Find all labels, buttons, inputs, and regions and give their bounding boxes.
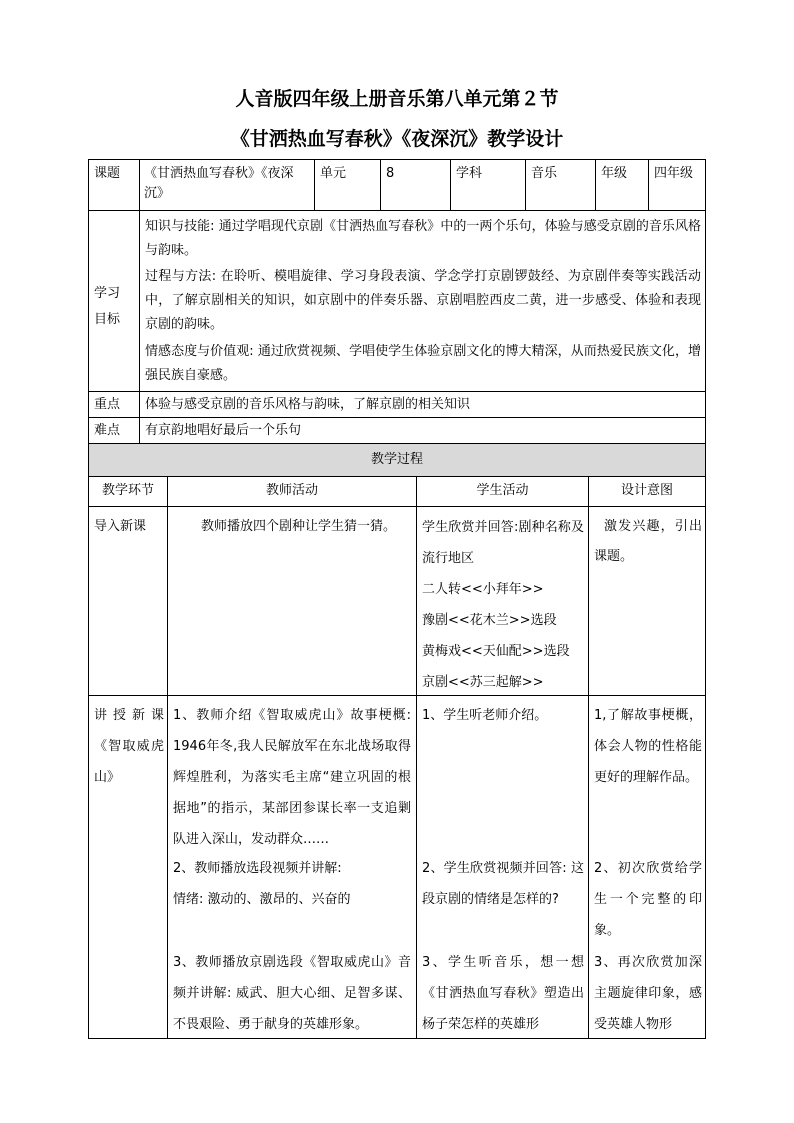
unit-value: 8	[386, 166, 395, 181]
label-topic: 课题	[94, 166, 121, 181]
difficulty-text: 有京韵地唱好最后一个乐句	[145, 423, 302, 438]
teacher-step-3: 3、教师播放京剧选段《智取威虎山》音频并讲解: 威武、胆大心细、足智多谋、不畏艰险、勇于献身的英雄形象。	[173, 955, 411, 1032]
document-title-line1: 人音版四年级上册音乐第八单元第２节	[235, 88, 559, 110]
row-divider	[88, 417, 706, 418]
student-line: 京剧<<苏三起解>>	[422, 675, 544, 690]
intent-text: 激发兴趣，引出课题。	[594, 519, 702, 564]
row-divider	[88, 476, 706, 477]
row-divider	[88, 391, 706, 392]
student-step-1: 1、学生听老师介绍。	[422, 708, 548, 723]
col-header-teacher: 教师活动	[265, 483, 318, 498]
grade-value: 四年级	[654, 166, 694, 181]
document-title-line2: 《甘洒热血写春秋》《夜深沉》教学设计	[230, 128, 564, 150]
col-divider	[595, 159, 596, 211]
stage-intro: 导入新课	[94, 519, 147, 534]
student-step-2: 2、学生欣赏视频并回答: 这段京剧的情绪是怎样的?	[422, 861, 584, 907]
student-line: 豫剧<<花木兰>>选段	[422, 613, 557, 628]
col-divider	[167, 476, 168, 1039]
col-divider	[139, 159, 140, 444]
student-line: 学生欣赏并回答:剧种名称及流行地区	[422, 520, 584, 566]
col-divider	[525, 159, 526, 211]
row-divider	[88, 506, 706, 507]
label-subject: 学科	[456, 166, 483, 181]
topic-value: 《甘洒热血写春秋》《夜深沉》	[144, 166, 294, 201]
student-line: 二人转<<小拜年>>	[422, 582, 544, 597]
col-divider	[380, 159, 381, 211]
goal-knowledge: 知识与技能: 通过学唱现代京剧《甘洒热血写春秋》中的一两个乐句，体验与感受京剧的音乐风格与韵味。	[145, 219, 701, 258]
teacher-step-1: 1、教师介绍《智取威虎山》故事梗概: 1946年冬,我人民解放军在东北战场取得辉煌胜利，为落实毛主席“建立巩固的根据地”的指示，某部团参谋长率一支追剿队进入深山，发动群众……	[173, 708, 411, 847]
teacher-activity: 教师播放四个剧种让学生猜一猜。	[201, 519, 397, 534]
label-goals: 学习目标	[94, 286, 121, 327]
col-divider	[450, 159, 451, 211]
col-divider	[314, 159, 315, 211]
row-divider	[88, 695, 706, 696]
subject-value: 音乐	[531, 166, 558, 181]
stage-new-lesson: 讲授新课《智取威虎山》	[94, 708, 164, 785]
student-line: 黄梅戏<<天仙配>>选段	[422, 644, 570, 659]
col-header-intent: 设计意图	[620, 483, 673, 498]
col-header-stage: 教学环节	[101, 483, 154, 498]
label-difficulty: 难点	[94, 423, 121, 438]
col-header-student: 学生活动	[476, 483, 529, 498]
col-divider	[648, 159, 649, 211]
table-border-left	[88, 159, 89, 1039]
teacher-step-2: 2、教师播放选段视频并讲解:	[173, 861, 342, 876]
intent-step-3: 3、再次欣赏加深主题旋律印象，感受英雄人物形	[594, 955, 702, 1032]
label-unit: 单元	[320, 166, 347, 181]
teacher-step-2-mood: 情绪: 激动的、激昂的、兴奋的	[173, 892, 351, 907]
label-grade: 年级	[601, 166, 628, 181]
label-key-point: 重点	[94, 397, 121, 412]
table-border-top	[88, 159, 706, 160]
key-point-text: 体验与感受京剧的音乐风格与韵味，了解京剧的相关知识	[145, 397, 471, 412]
table-border-right	[705, 159, 706, 1039]
process-title: 教学过程	[370, 452, 423, 467]
goal-attitude: 情感态度与价值观: 通过欣赏视频、学唱使学生体验京剧文化的博大精深，从而热爱民族文化，增强民族自豪感。	[145, 344, 701, 383]
intent-step-2: 2、初次欣赏给学生一个完整的印象。	[594, 861, 702, 938]
student-activity	[422, 512, 584, 698]
col-divider	[588, 476, 589, 1039]
student-step-3: 3、学生听音乐，想一想《甘洒热血写春秋》塑造出杨子荣怎样的英雄形	[422, 955, 584, 1032]
goal-process: 过程与方法: 在聆听、模唱旋律、学习身段表演、学念学打京剧锣鼓经、为京剧伴奏等实践活动中，了解京剧相关的知识，如京剧中的伴奏乐器、京剧唱腔西皮二黄，进一步感受、体验和表现京剧的韵味。	[145, 269, 701, 332]
intent-step-1: 1,了解故事梗概，体会人物的性格能更好的理解作品。	[594, 708, 702, 785]
col-divider	[416, 476, 417, 1039]
row-divider	[88, 210, 706, 211]
